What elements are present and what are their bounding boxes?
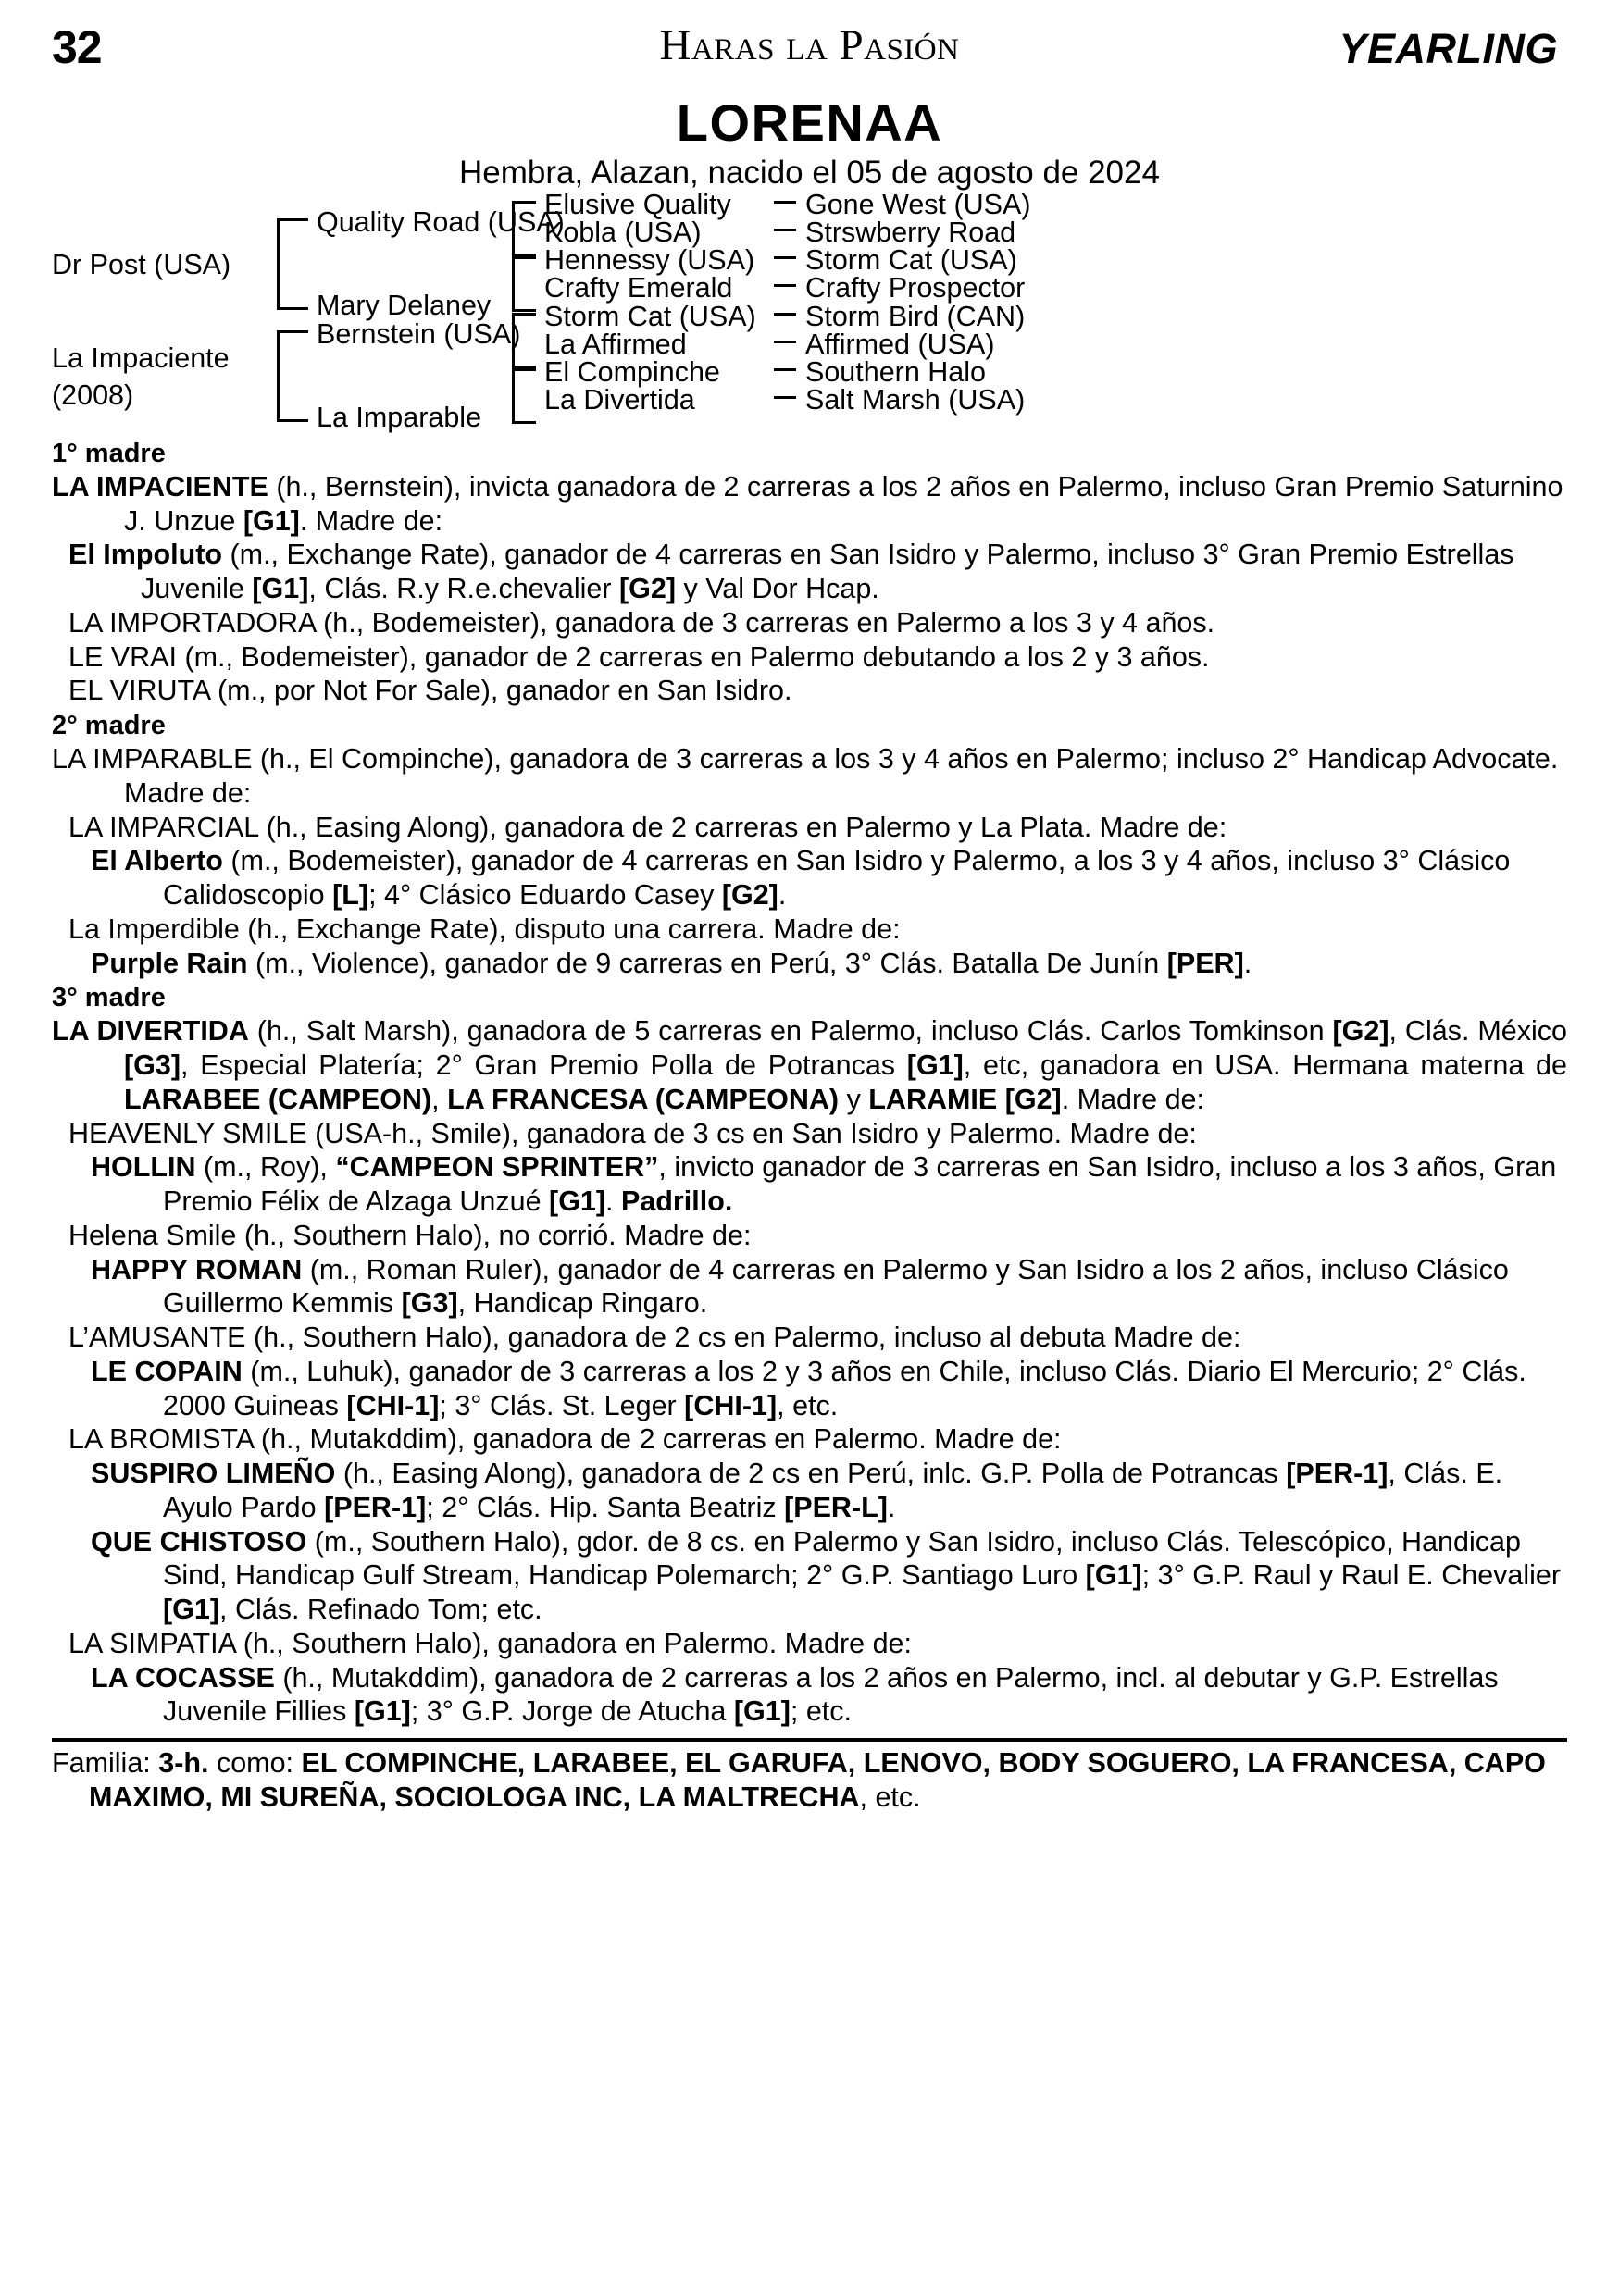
entry-text-run: (m., Bodemeister), ganador de 4 carreras en San Isidro y Palermo, a los 3 y 4 años, incluso 3° Clásico Calidoscopio <box>163 845 1511 912</box>
horse-description: Hembra, Alazan, nacido el 05 de agosto de 2024 <box>459 154 1160 191</box>
entry-text-run: , <box>431 1083 448 1115</box>
entry-bold-run: El Impoluto <box>68 539 223 571</box>
pedigree-entry <box>52 1117 1567 1151</box>
pedigree-entry <box>52 1627 1567 1661</box>
pedigree-entry <box>52 606 1567 640</box>
dash-icon <box>774 396 796 399</box>
pedigree-entry <box>52 1253 1567 1322</box>
pedigree-entry <box>52 1219 1567 1253</box>
entry-text-run: (m., Roy), <box>195 1151 336 1184</box>
dash-icon <box>774 229 796 231</box>
entry-text-run: LE VRAI (m., Bodemeister), ganador de 2 carreras en Palermo debutando a los 2 y 3 años. <box>68 640 1210 673</box>
pedigree-dsds: Affirmed (USA) <box>805 329 995 361</box>
entry-text-run: (h., Salt Marsh), ganadora de 5 carreras en Palermo, incluso Clás. Carlos Tomkinson <box>248 1015 1333 1048</box>
familia-line <box>52 1746 1567 1815</box>
entry-bold-run: [G3] <box>401 1287 458 1320</box>
entry-text-run: (m., Southern Halo), gdor. de 8 cs. en Palermo y San Isidro, incluso Clás. Telescópico, Handicap Sind, Handicap Gulf Stream, Handicap Polemarch; 2° G.P. Santiago Luro <box>163 1525 1521 1592</box>
entry-text-run: (m., Luhuk), ganador de 3 carreras a los 2 y 3 años en Chile, incluso Clás. Diario El Mercurio; 2° Clás. 2000 Guineas <box>163 1355 1526 1421</box>
pedigree-entry <box>52 1661 1567 1730</box>
pedigree-sire-dam: Mary Delaney <box>317 290 492 322</box>
entry-text-run: (h., Easing Along), ganadora de 2 cs en Perú, inlc. G.P. Polla de Potrancas <box>335 1458 1287 1490</box>
entry-bold-run: LA FRANCESA (CAMPEONA) <box>447 1083 840 1115</box>
entry-bold-run: LA IMPACIENTE <box>52 470 268 503</box>
pedigree-entry <box>52 912 1567 947</box>
entry-bold-run: 3-h. <box>158 1747 209 1780</box>
bracket-dam-dam <box>512 368 536 424</box>
entry-bold-run: “CAMPEON SPRINTER” <box>335 1151 659 1184</box>
pedigree-entry <box>52 1422 1567 1457</box>
lot-number: 32 <box>52 21 102 73</box>
pedigree-dds: Crafty Prospector <box>805 272 1026 304</box>
entry-text-run: , Clás. México <box>1389 1015 1567 1048</box>
masthead <box>52 21 1567 85</box>
pedigree-entry <box>52 1014 1567 1116</box>
pedigree-entry <box>52 470 1567 539</box>
pedigree-dsds-row <box>774 330 995 359</box>
generation-heading: 1° madre <box>52 439 166 469</box>
dash-icon <box>774 284 796 287</box>
page-title: LORENAA <box>676 93 943 152</box>
entry-bold-run: LE COPAIN <box>91 1355 243 1387</box>
dash-icon <box>774 313 796 316</box>
entry-text-run: , etc. <box>777 1389 839 1421</box>
entry-bold-run: Padrillo. <box>621 1185 733 1218</box>
entry-bold-run: [PER-1] <box>1286 1458 1389 1490</box>
pedigree-dam-sire: Bernstein (USA) <box>317 318 521 351</box>
pedigree-body <box>52 438 1567 1729</box>
pedigree-entry <box>52 1525 1567 1627</box>
entry-text-run: (m., Exchange Rate), ganador de 4 carreras en San Isidro y Palermo, incluso 3° Gran Premio Estrellas Juvenile <box>141 539 1514 605</box>
pedigree-ddds-row <box>774 386 1025 415</box>
pedigree-ss-sire: Elusive Quality <box>544 189 731 221</box>
bracket-dam <box>277 330 308 422</box>
pedigree-entry <box>52 674 1567 708</box>
pedigree-entry <box>52 742 1567 811</box>
entry-text-run: ; 3° Clás. St. Leger <box>439 1389 685 1421</box>
entry-text-run: L’AMUSANTE (h., Southern Halo), ganadora de 2 cs en Palermo, incluso al debuta Madre de: <box>68 1322 1241 1354</box>
generation-heading: 3° madre <box>52 983 166 1013</box>
entry-text-run: LA IMPARCIAL (h., Easing Along), ganadora de 2 carreras en Palermo y La Plata. Madre de: <box>68 811 1227 843</box>
entry-text-run: LA SIMPATIA (h., Southern Halo), ganadora en Palermo. Madre de: <box>68 1627 912 1659</box>
pedigree-dsss-row <box>774 303 1025 331</box>
pedigree-dam <box>52 339 246 414</box>
pedigree-sds-row <box>774 218 1015 247</box>
entry-text-run: Familia: <box>52 1747 159 1780</box>
entry-text-run: (m., Violence), ganador de 9 carreras en Perú, 3° Clás. Batalla De Junín <box>247 947 1167 979</box>
entry-text-run: , Clás. Refinado Tom; etc. <box>219 1594 542 1626</box>
sale-type-label: YEARLING <box>1339 25 1558 72</box>
entry-text-run: LA BROMISTA (h., Mutakddim), ganadora de 2 carreras en Palermo. Madre de: <box>68 1423 1062 1456</box>
footer-divider <box>52 1738 1567 1742</box>
entry-text-run: . <box>605 1185 621 1218</box>
pedigree-ddds: Salt Marsh (USA) <box>805 384 1026 416</box>
entry-bold-run: LA DIVERTIDA <box>52 1015 249 1048</box>
pedigree-sss: Gone West (USA) <box>805 189 1031 221</box>
pedigree-entry <box>52 538 1567 606</box>
entry-bold-run: Purple Rain <box>91 947 248 979</box>
entry-bold-run: El Alberto <box>91 845 223 877</box>
pedigree-tree <box>52 189 1567 434</box>
entry-bold-run: [PER] <box>1166 947 1244 979</box>
entry-bold-run: [G2] <box>1332 1015 1389 1048</box>
generation-heading: 2° madre <box>52 711 166 741</box>
entry-bold-run: LARABEE (CAMPEON) <box>124 1083 432 1115</box>
pedigree-dam-name: La Impaciente <box>52 341 230 374</box>
entry-text-run: EL VIRUTA (m., por Not For Sale), ganador en San Isidro. <box>68 675 792 707</box>
entry-bold-run: QUE CHISTOSO <box>91 1525 307 1558</box>
entry-text-run: , etc, ganadora en USA. Hermana materna de <box>963 1049 1567 1082</box>
pedigree-sds: Strswberry Road <box>805 217 1016 249</box>
bracket-dam-sire <box>512 313 536 368</box>
pedigree-sd-dam: Crafty Emerald <box>544 272 733 304</box>
dash-icon <box>774 256 796 259</box>
entry-bold-run: [G3] <box>124 1049 181 1082</box>
pedigree-entry <box>52 1150 1567 1219</box>
entry-bold-run: [PER-1] <box>324 1491 427 1523</box>
pedigree-ss-dam: Kobla (USA) <box>544 217 702 249</box>
pedigree-entry <box>52 947 1567 981</box>
entry-bold-run: [G1] <box>549 1185 606 1218</box>
entry-text-run: (h., Mutakddim), ganadora de 2 carreras a los 2 años en Palermo, incl. al debutar y G.P. Estrellas Juvenile Fillies <box>163 1661 1499 1728</box>
pedigree-entry <box>52 1355 1567 1423</box>
entry-text-run: , Clás. E. Ayulo Pardo <box>163 1458 1503 1523</box>
entry-text-run: La Imperdible (h., Exchange Rate), disputo una carrera. Madre de: <box>68 912 901 945</box>
pedigree-dd-sire: El Compinche <box>544 356 720 389</box>
pedigree-sire-name: Dr Post (USA) <box>52 248 231 280</box>
entry-text-run: , etc. <box>859 1781 921 1814</box>
pedigree-dd-dam: La Divertida <box>544 384 695 416</box>
dash-icon <box>774 368 796 371</box>
entry-text-run: , Handicap Ringaro. <box>457 1287 708 1320</box>
entry-bold-run: LARAMIE [G2] <box>868 1083 1062 1115</box>
pedigree-dds-row <box>774 274 1025 303</box>
entry-text-run: , invicto ganador de 3 carreras en San Isidro, incluso a los 3 años, Gran Premio Félix de Alzaga Unzué <box>163 1151 1557 1218</box>
entry-text-run: (h., Bernstein), invicta ganadora de 2 carreras a los 2 años en Palermo, incluso Gran Premio Saturnino J. Unzue <box>124 470 1563 537</box>
entry-text-run: ; 3° G.P. Raul y Raul E. Chevalier <box>1141 1559 1562 1592</box>
entry-bold-run: [G1] <box>163 1594 219 1626</box>
pedigree-ds-sire: Storm Cat (USA) <box>544 301 756 333</box>
pedigree-sire-sire: Quality Road (USA) <box>317 206 565 239</box>
entry-text-run: ; etc. <box>790 1695 852 1728</box>
entry-bold-run: [CHI-1] <box>346 1389 440 1421</box>
pedigree-ddss-row <box>774 358 986 387</box>
pedigree-entry <box>52 844 1567 912</box>
entry-bold-run: SUSPIRO LIMEÑO <box>91 1458 336 1490</box>
entry-bold-run: HAPPY ROMAN <box>91 1253 303 1285</box>
entry-text-run: . <box>887 1491 896 1523</box>
dash-icon <box>774 341 796 343</box>
pedigree-sss-row <box>774 191 1031 219</box>
entry-text-run: como: <box>208 1747 302 1780</box>
entry-bold-run: [G1] <box>906 1049 964 1082</box>
entry-bold-run: [G1] <box>733 1695 791 1728</box>
entry-text-run: y Val Dor Hcap. <box>676 573 879 605</box>
entry-text-run: ; 4° Clásico Eduardo Casey <box>368 879 722 912</box>
entry-text-run: LA IMPARABLE (h., El Compinche), ganadora de 3 carreras a los 3 y 4 años en Palermo; incluso 2° Handicap Advocate. Madre de: <box>52 743 1559 809</box>
entry-text-run: Helena Smile (h., Southern Halo), no corrió. Madre de: <box>68 1219 752 1251</box>
entry-bold-run: [G2] <box>619 573 676 605</box>
entry-bold-run: [G1] <box>243 504 300 537</box>
entry-text-run: ; 2° Clás. Hip. Santa Beatriz <box>426 1491 785 1523</box>
entry-bold-run: [G1] <box>1085 1559 1142 1592</box>
bracket-sire-dam <box>512 256 536 312</box>
pedigree-entry <box>52 811 1567 845</box>
pedigree-dam-dam: La Imparable <box>317 402 482 434</box>
bracket-sire <box>277 218 308 310</box>
pedigree-dam-year: (2008) <box>52 379 134 411</box>
entry-bold-run: [L] <box>332 879 369 912</box>
entry-text-run: , Especial Platería; 2° Gran Premio Polla de Potrancas <box>181 1049 907 1082</box>
pedigree-dss-row <box>774 246 1017 275</box>
pedigree-entry <box>52 640 1567 675</box>
pedigree-ddss: Southern Halo <box>805 356 986 389</box>
farm-name: Haras la Pasión <box>659 21 960 69</box>
entry-text-run: (m., Roman Ruler), ganador de 4 carreras en Palermo y San Isidro a los 2 años, incluso Clásico Guillermo Kemmis <box>163 1253 1509 1320</box>
entry-bold-run: [G1] <box>354 1695 411 1728</box>
pedigree-entry <box>52 1321 1567 1355</box>
pedigree-dsss: Storm Bird (CAN) <box>805 301 1026 333</box>
entry-bold-run: EL COMPINCHE, LARABEE, EL GARUFA, LENOVO, BODY SOGUERO, LA FRANCESA, CAPO MAXIMO, MI SUREÑA, SOCIOLOGA INC, LA MALTRECHA <box>89 1747 1546 1814</box>
entry-bold-run: [CHI-1] <box>684 1389 778 1421</box>
pedigree-sire <box>52 250 246 279</box>
entry-text-run: , Clás. R.y R.e.chevalier <box>308 573 619 605</box>
pedigree-entry <box>52 1457 1567 1525</box>
entry-bold-run: [G1] <box>252 573 309 605</box>
entry-bold-run: [G2] <box>721 879 778 912</box>
entry-bold-run: HOLLIN <box>91 1151 196 1184</box>
dash-icon <box>774 201 796 204</box>
entry-text-run: . Madre de: <box>1061 1083 1204 1115</box>
entry-text-run: . <box>1243 947 1252 979</box>
entry-text-run: ; 3° G.P. Jorge de Atucha <box>410 1695 734 1728</box>
pedigree-sd-sire: Hennessy (USA) <box>544 244 755 277</box>
bracket-sire-sire <box>512 201 536 256</box>
entry-text-run: y <box>839 1083 869 1115</box>
entry-text-run: LA IMPORTADORA (h., Bodemeister), ganadora de 3 carreras en Palermo a los 3 y 4 años. <box>68 606 1215 639</box>
pedigree-ds-dam: La Affirmed <box>544 329 687 361</box>
entry-text-run: . Madre de: <box>299 504 443 537</box>
entry-bold-run: LA COCASSE <box>91 1661 275 1694</box>
entry-text-run: HEAVENLY SMILE (USA-h., Smile), ganadora de 3 cs en San Isidro y Palermo. Madre de: <box>68 1117 1197 1149</box>
entry-bold-run: [PER-L] <box>784 1491 888 1523</box>
entry-text-run: . <box>778 879 787 912</box>
pedigree-dss: Storm Cat (USA) <box>805 244 1017 277</box>
